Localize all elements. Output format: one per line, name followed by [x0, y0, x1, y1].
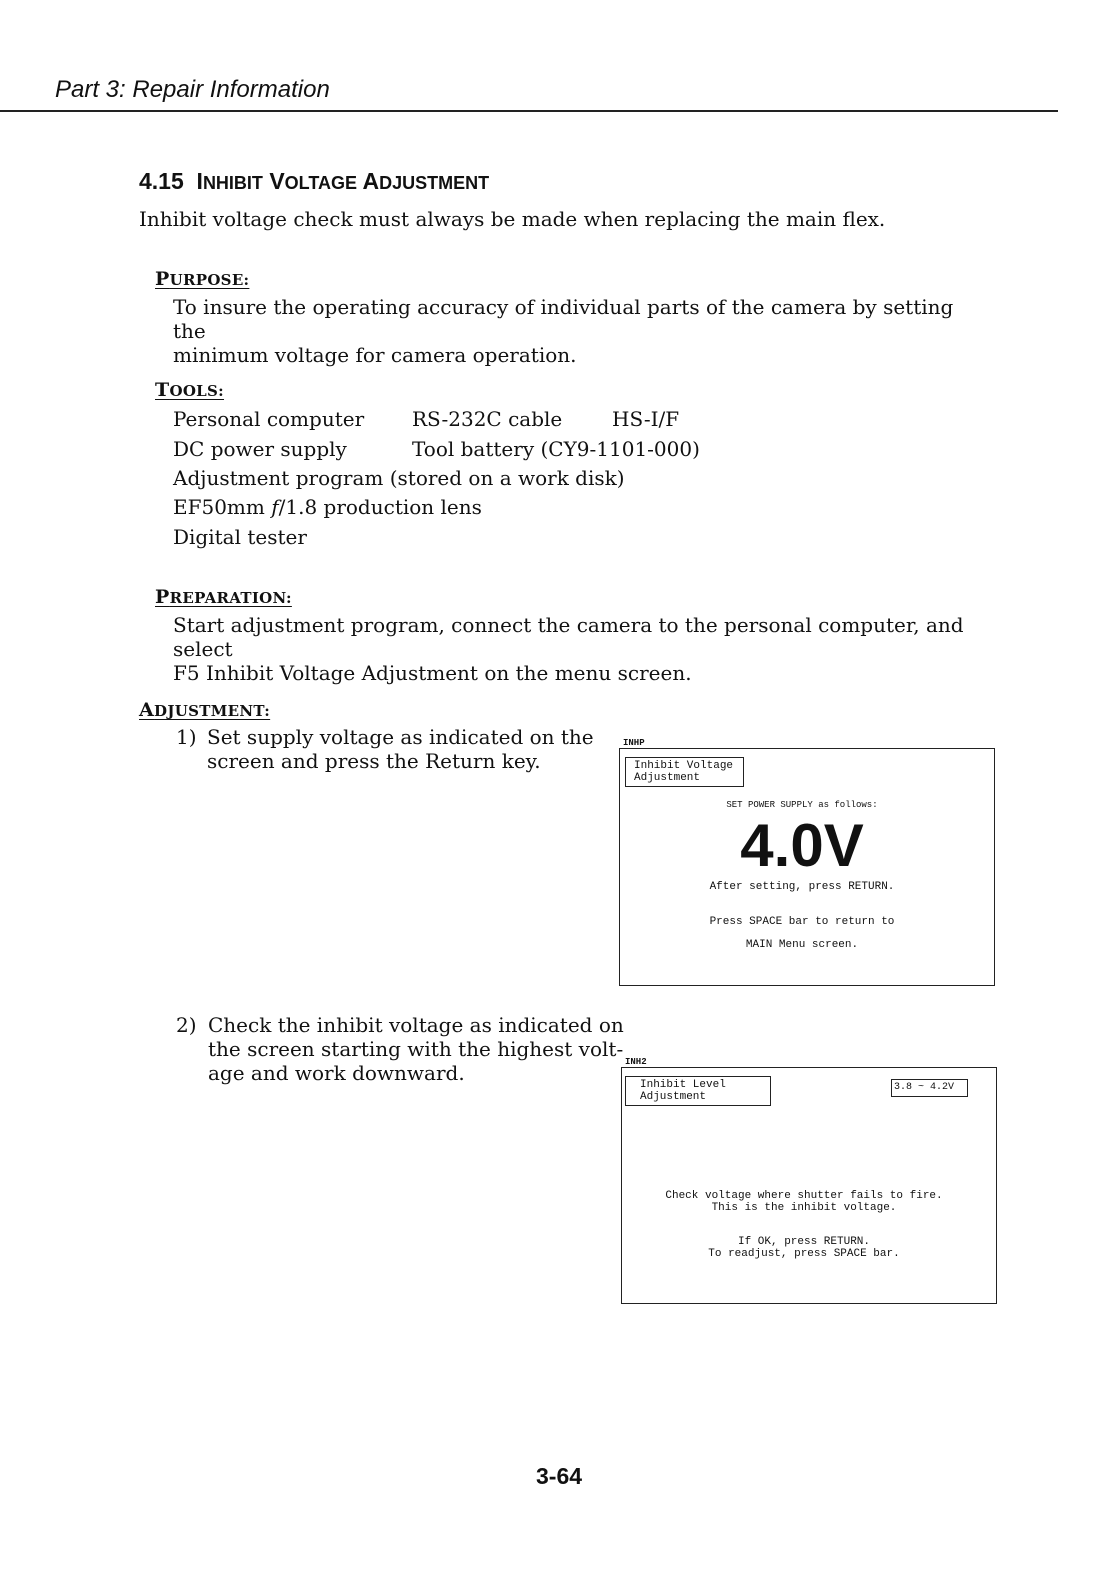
screen-2-id: INH2 [625, 1057, 647, 1067]
screen-1-title-box [625, 757, 744, 787]
tool-digital-tester: Digital tester [173, 525, 307, 549]
step-2-text [208, 1013, 624, 1085]
screen-2-check-line: Check voltage where shutter fails to fire. [665, 1190, 943, 1202]
preparation-line: Start adjustment program, connect the camera to the personal computer, and select [173, 613, 964, 661]
screen-title-line: Adjustment [634, 772, 701, 784]
preparation-text [173, 613, 1013, 685]
adjustment-label: ADJUSTMENT: [139, 699, 271, 721]
tool-rs232c-cable: RS-232C cable [412, 407, 563, 431]
tool-personal-computer: Personal computer [173, 407, 365, 431]
purpose-line: To insure the operating accuracy of individual parts of the camera by setting the [173, 295, 954, 343]
tool-lens: EF50mm f/1.8 production lens [173, 495, 482, 519]
tool-tool-battery: Tool battery (CY9-1101-000) [412, 437, 700, 461]
section-heading [139, 168, 489, 195]
step-2-number: 2) [176, 1013, 197, 1037]
heading-word-2: VOLTAGE [269, 168, 357, 194]
header-rule [0, 110, 1058, 112]
purpose-label: PURPOSE: [155, 268, 250, 290]
preparation-label: PREPARATION: [155, 586, 292, 608]
step-1-text [207, 725, 594, 773]
heading-word-3: ADJUSTMENT [362, 168, 490, 194]
screen-title-line: Adjustment [640, 1091, 707, 1103]
tool-dc-power-supply: DC power supply [173, 437, 347, 461]
step-1-number: 1) [176, 725, 197, 749]
screen-1-id: INHP [623, 738, 645, 748]
screen-title-line: Inhibit Voltage [634, 760, 734, 772]
screen-1-instruction: SET POWER SUPPLY as follows: [726, 800, 878, 810]
screen-2-ok-line: If OK, press RETURN. [737, 1236, 871, 1248]
preparation-line: F5 Inhibit Voltage Adjustment on the menu screen. [173, 661, 692, 685]
step-line: the screen starting with the highest volt- [208, 1037, 624, 1061]
screen-2 [621, 1067, 997, 1304]
screen-title-line: Inhibit Level [640, 1079, 726, 1091]
purpose-text [173, 295, 973, 367]
tool-hs-if: HS-I/F [612, 407, 680, 431]
step-line: screen and press the Return key. [207, 749, 541, 773]
screen-2-range-box: 3.8 ~ 4.2V [891, 1079, 968, 1097]
step-line: Set supply voltage as indicated on the [207, 725, 594, 749]
tool-adjustment-program: Adjustment program (stored on a work disk) [173, 466, 625, 490]
screen-2-check-line: This is the inhibit voltage. [711, 1202, 897, 1214]
intro-text: Inhibit voltage check must always be made when replacing the main flex. [139, 207, 886, 231]
step-line: age and work downward. [208, 1061, 465, 1085]
heading-word-1: INHIBIT [196, 168, 263, 194]
step-line: Check the inhibit voltage as indicated on [208, 1013, 624, 1037]
page-number: 3-64 [536, 1463, 583, 1489]
screen-1 [619, 748, 995, 986]
screen-2-title-box [625, 1076, 771, 1106]
tools-label: TOOLS: [155, 379, 225, 401]
section-number: 4.15 [139, 168, 184, 194]
screen-1-space-line: MAIN Menu screen. [745, 939, 859, 951]
screen-1-after: After setting, press RETURN. [709, 881, 895, 893]
screen-2-ok-line: To readjust, press SPACE bar. [708, 1248, 900, 1260]
screen-1-voltage: 4.0V [740, 812, 864, 879]
screen-1-space-line: Press SPACE bar to return to [709, 916, 895, 928]
running-header: Part 3: Repair Information [55, 76, 330, 103]
purpose-line: minimum voltage for camera operation. [173, 343, 577, 367]
